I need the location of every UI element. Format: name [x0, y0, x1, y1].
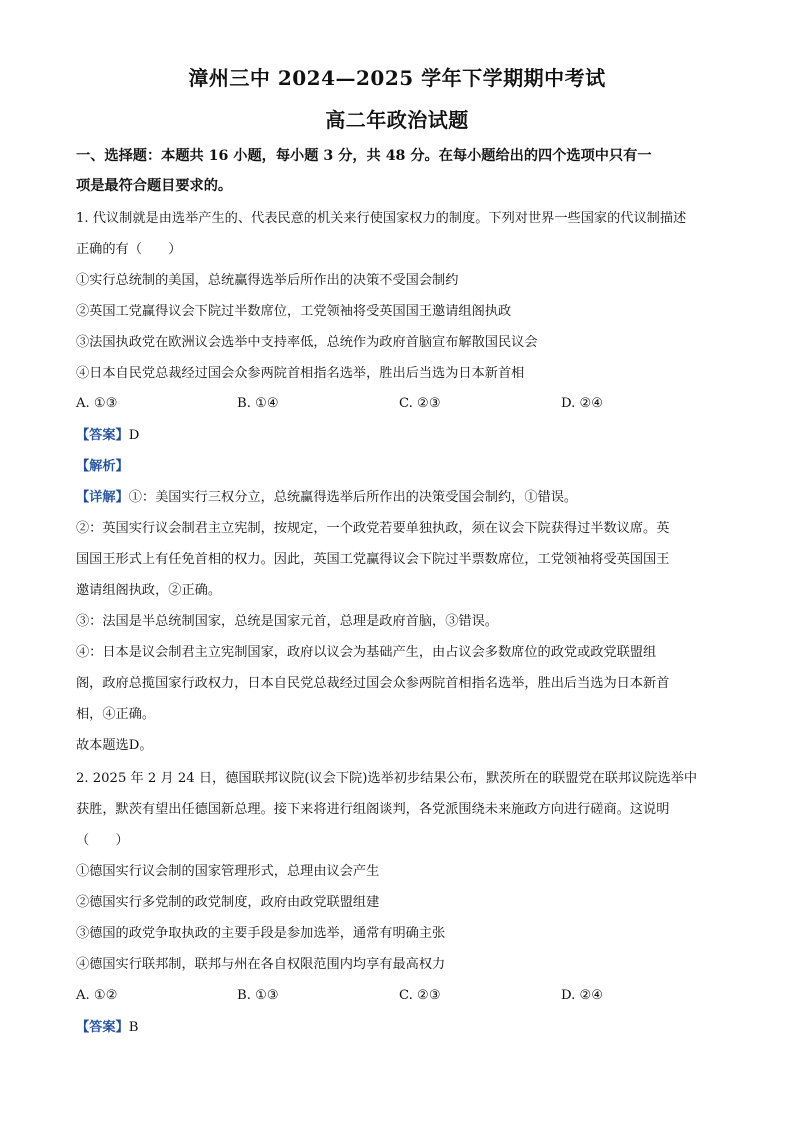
- q1-explanation-2-line-2: 国国王形式上有任免首相的权力。因此，英国工党赢得议会下院过半票数席位，工党领袖将受英国国王: [76, 552, 670, 567]
- q1-explanation-2-line-3: 邀请组阁执政，②正确。: [76, 583, 222, 598]
- q2-statement-4: ④德国实行联邦制，联邦与州在各自权限范围内均享有最高权力: [76, 957, 446, 972]
- answer-value: B: [128, 1020, 139, 1035]
- q1-stem-line-2: 正确的有（ ）: [76, 242, 182, 257]
- q2-option-b: B. ①③: [237, 988, 279, 1003]
- q2-statement-2: ②德国实行多党制的政党制度，政府由政党联盟组建: [76, 895, 380, 910]
- exam-subtitle: 高二年政治试题: [325, 108, 469, 132]
- q1-option-a: A. ①③: [76, 396, 118, 411]
- q1-explanation-3: ③：法国是半总统制国家，总统是国家元首，总理是政府首脑，③错误。: [76, 614, 498, 629]
- q2-stem-line-2: 获胜，默茨有望出任德国新总理。接下来将进行组阁谈判，各党派围绕未来施政方向进行磋商。这说明: [76, 802, 670, 817]
- q1-statement-1: ①实行总统制的美国，总统赢得选举后所作出的决策不受国会制约: [76, 273, 459, 288]
- q1-analysis-heading: [76, 458, 726, 476]
- q1-stem-line-1: 1. 代议制就是由选举产生的、代表民意的机关来行使国家权力的制度。下列对世界一些国家的代议制描述: [76, 211, 687, 226]
- q1-option-d: D. ②④: [561, 396, 604, 411]
- q1-explanation-4-line-3: 相，④正确。: [76, 707, 156, 722]
- q2-stem-line-1: 2. 2025 年 2 月 24 日，德国联邦议院(议会下院)选举初步结果公布，默茨所在的联盟党在联邦议院选举中: [76, 771, 698, 786]
- answer-value: D: [128, 428, 140, 443]
- exam-title: 漳州三中 2024—2025 学年下学期期中考试: [188, 66, 606, 90]
- q2-statement-3: ③德国的政党争取执政的主要手段是参加选举，通常有明确主张: [76, 926, 446, 941]
- q1-statement-4: ④日本自民党总裁经过国会众参两院首相指名选举，胜出后当选为日本新首相: [76, 366, 525, 381]
- answer-tag: 【答案】: [76, 1020, 129, 1035]
- section-heading-line-1: 一、选择题：本题共 16 小题，每小题 3 分，共 48 分。在每小题给出的四个选项中只有一: [76, 148, 652, 164]
- q1-conclusion: 故本题选D。: [76, 738, 153, 753]
- section-heading-line-2: 项是最符合题目要求的。: [76, 178, 233, 194]
- q2-option-d: D. ②④: [561, 988, 604, 1003]
- q1-option-c: C. ②③: [399, 396, 441, 411]
- q1-explanation-4-line-2: 阁，政府总揽国家行政权力，日本自民党总裁经过国会众参两院首相指名选举，胜出后当选为日本新首: [76, 676, 670, 691]
- q2-option-a: A. ①②: [76, 988, 118, 1003]
- detail-tag: 【详解】: [76, 490, 129, 505]
- q2-stem-line-3: （ ）: [76, 833, 129, 848]
- explanation-text: ①：美国实行三权分立，总统赢得选举后所作出的决策受国会制约，①错误。: [128, 490, 578, 505]
- q1-statement-3: ③法国执政党在欧洲议会选举中支持率低，总统作为政府首脑宣布解散国民议会: [76, 335, 538, 350]
- q1-explanation-1: [76, 489, 726, 507]
- q1-option-b: B. ①④: [237, 396, 279, 411]
- q2-answer: [76, 1019, 726, 1037]
- analysis-tag: 【解析】: [76, 459, 129, 474]
- q2-option-c: C. ②③: [399, 988, 441, 1003]
- q1-explanation-4-line-1: ④：日本是议会制君主立宪制国家，政府以议会为基础产生，由占议会多数席位的政党或政党联盟组: [76, 645, 657, 660]
- q1-answer: [76, 427, 726, 445]
- q2-statement-1: ①德国实行议会制的国家管理形式，总理由议会产生: [76, 864, 380, 879]
- answer-tag: 【答案】: [76, 428, 129, 443]
- q1-statement-2: ②英国工党赢得议会下院过半数席位，工党领袖将受英国国王邀请组阁执政: [76, 304, 512, 319]
- q1-explanation-2-line-1: ②：英国实行议会制君主立宪制，按规定，一个政党若要单独执政，须在议会下院获得过半数议席。英: [76, 521, 670, 536]
